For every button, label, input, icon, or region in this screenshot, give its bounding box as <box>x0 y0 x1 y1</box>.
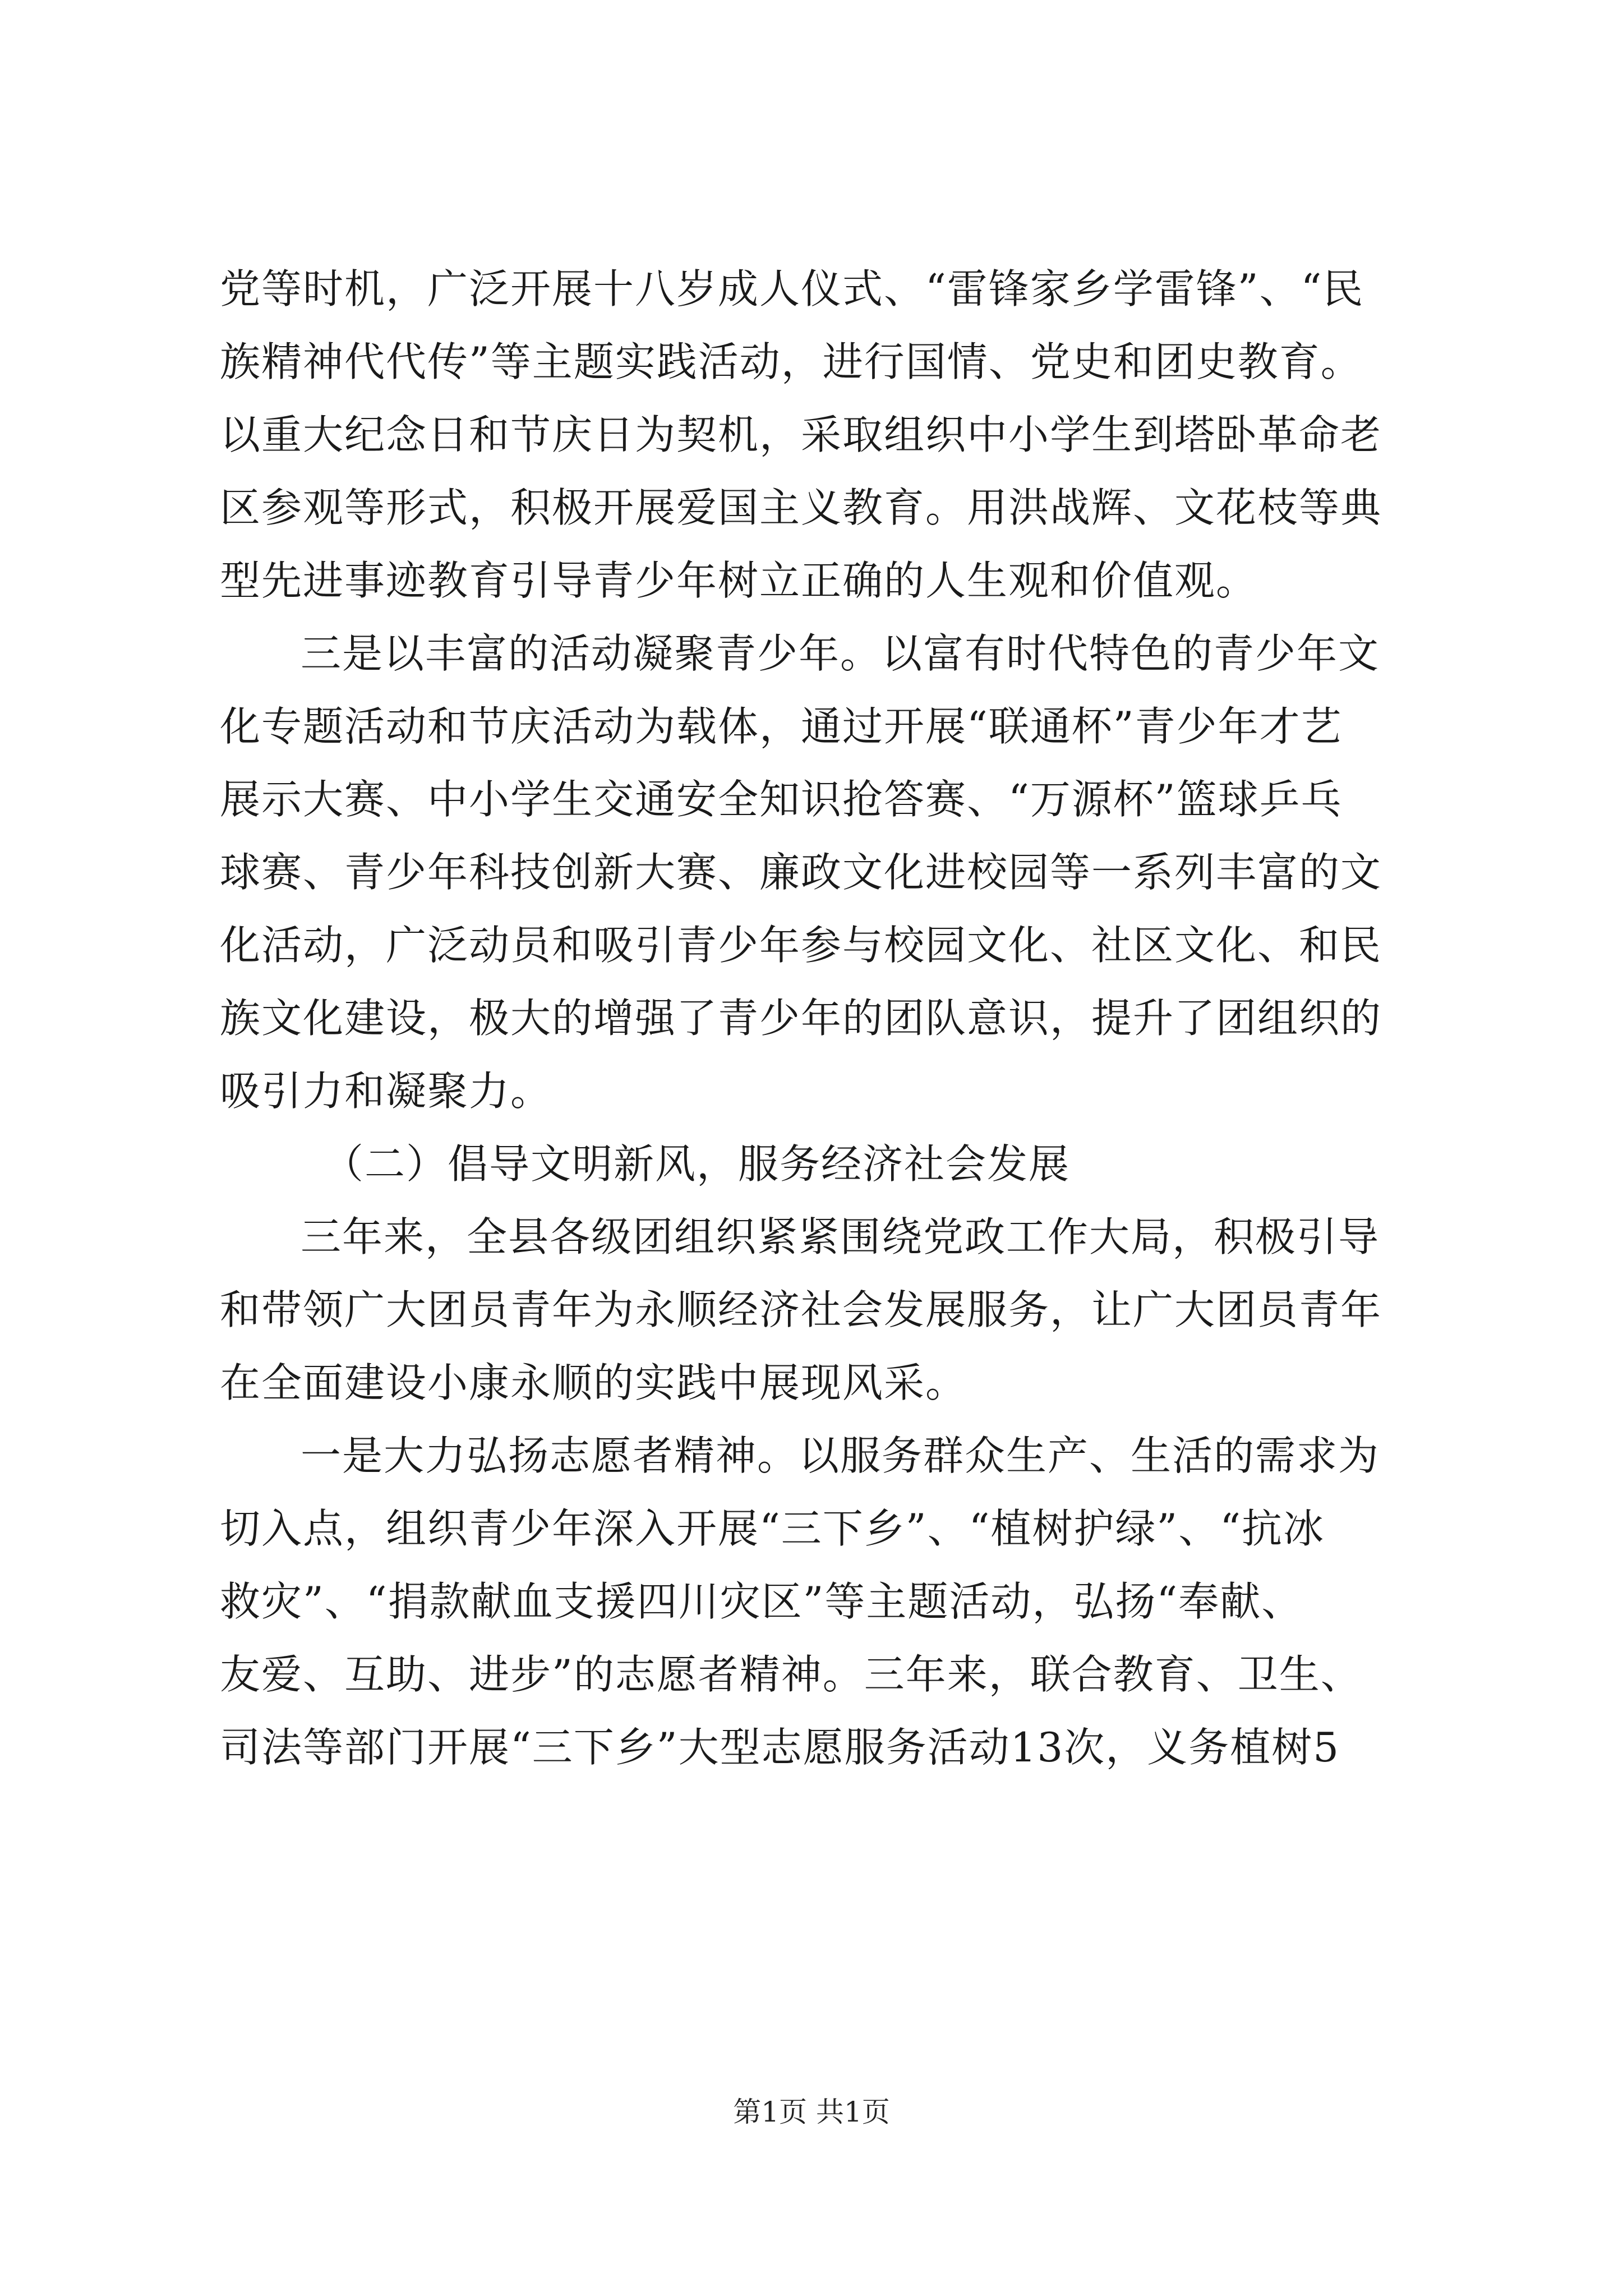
text-line: 化活动，广泛动员和吸引青少年参与校园文化、社区文化、和民 <box>220 922 1382 969</box>
text-line: 在全面建设小康永顺的实践中展现风采。 <box>220 1359 967 1406</box>
section-heading: （二）倡导文明新风，服务经济社会发展 <box>323 1140 1071 1188</box>
page-footer: 第1页 共1页 <box>733 2096 890 2128</box>
text-line: 族精神代代传”等主题实践活动，进行国情、党史和团史教育。 <box>220 338 1362 385</box>
text-line: 型先进事迹教育引导青少年树立正确的人生观和价值观。 <box>220 557 1258 604</box>
text-line: 化专题活动和节庆活动为载体，通过开展“联通杯”青少年才艺 <box>220 703 1343 750</box>
text-line: 友爱、互助、进步”的志愿者精神。三年来，联合教育、卫生、 <box>220 1651 1362 1698</box>
text-line: 族文化建设，极大的增强了青少年的团队意识，提升了团组织的 <box>220 995 1382 1042</box>
text-line: 切入点，组织青少年深入开展“三下乡”、“植树护绿”、“抗冰 <box>220 1505 1325 1552</box>
text-line: 以重大纪念日和节庆日为契机，采取组织中小学生到塔卧革命老 <box>220 411 1382 458</box>
text-line: 司法等部门开展“三下乡”大型志愿服务活动13次，义务植树5 <box>220 1724 1340 1771</box>
text-line: 展示大赛、中小学生交通安全知识抢答赛、“万源杯”篮球乒乓 <box>220 776 1343 823</box>
text-line: 吸引力和凝聚力。 <box>220 1068 552 1115</box>
paragraph-first-line: 一是大力弘扬志愿者精神。以服务群众生产、生活的需求为 <box>301 1432 1380 1479</box>
text-line: 党等时机，广泛开展十八岁成人仪式、“雷锋家乡学雷锋”、“民 <box>220 265 1364 312</box>
text-line: 区参观等形式，积极开展爱国主义教育。用洪战辉、文花枝等典 <box>220 484 1382 531</box>
text-line: 救灾”、“捐款献血支援四川灾区”等主题活动，弘扬“奉献、 <box>220 1578 1303 1625</box>
text-line: 球赛、青少年科技创新大赛、廉政文化进校园等一系列丰富的文 <box>220 849 1382 896</box>
paragraph-first-line: 三年来，全县各级团组织紧紧围绕党政工作大局，积极引导 <box>301 1213 1380 1260</box>
text-line: 和带领广大团员青年为永顺经济社会发展服务，让广大团员青年 <box>220 1286 1382 1333</box>
paragraph-first-line: 三是以丰富的活动凝聚青少年。以富有时代特色的青少年文 <box>301 630 1380 677</box>
